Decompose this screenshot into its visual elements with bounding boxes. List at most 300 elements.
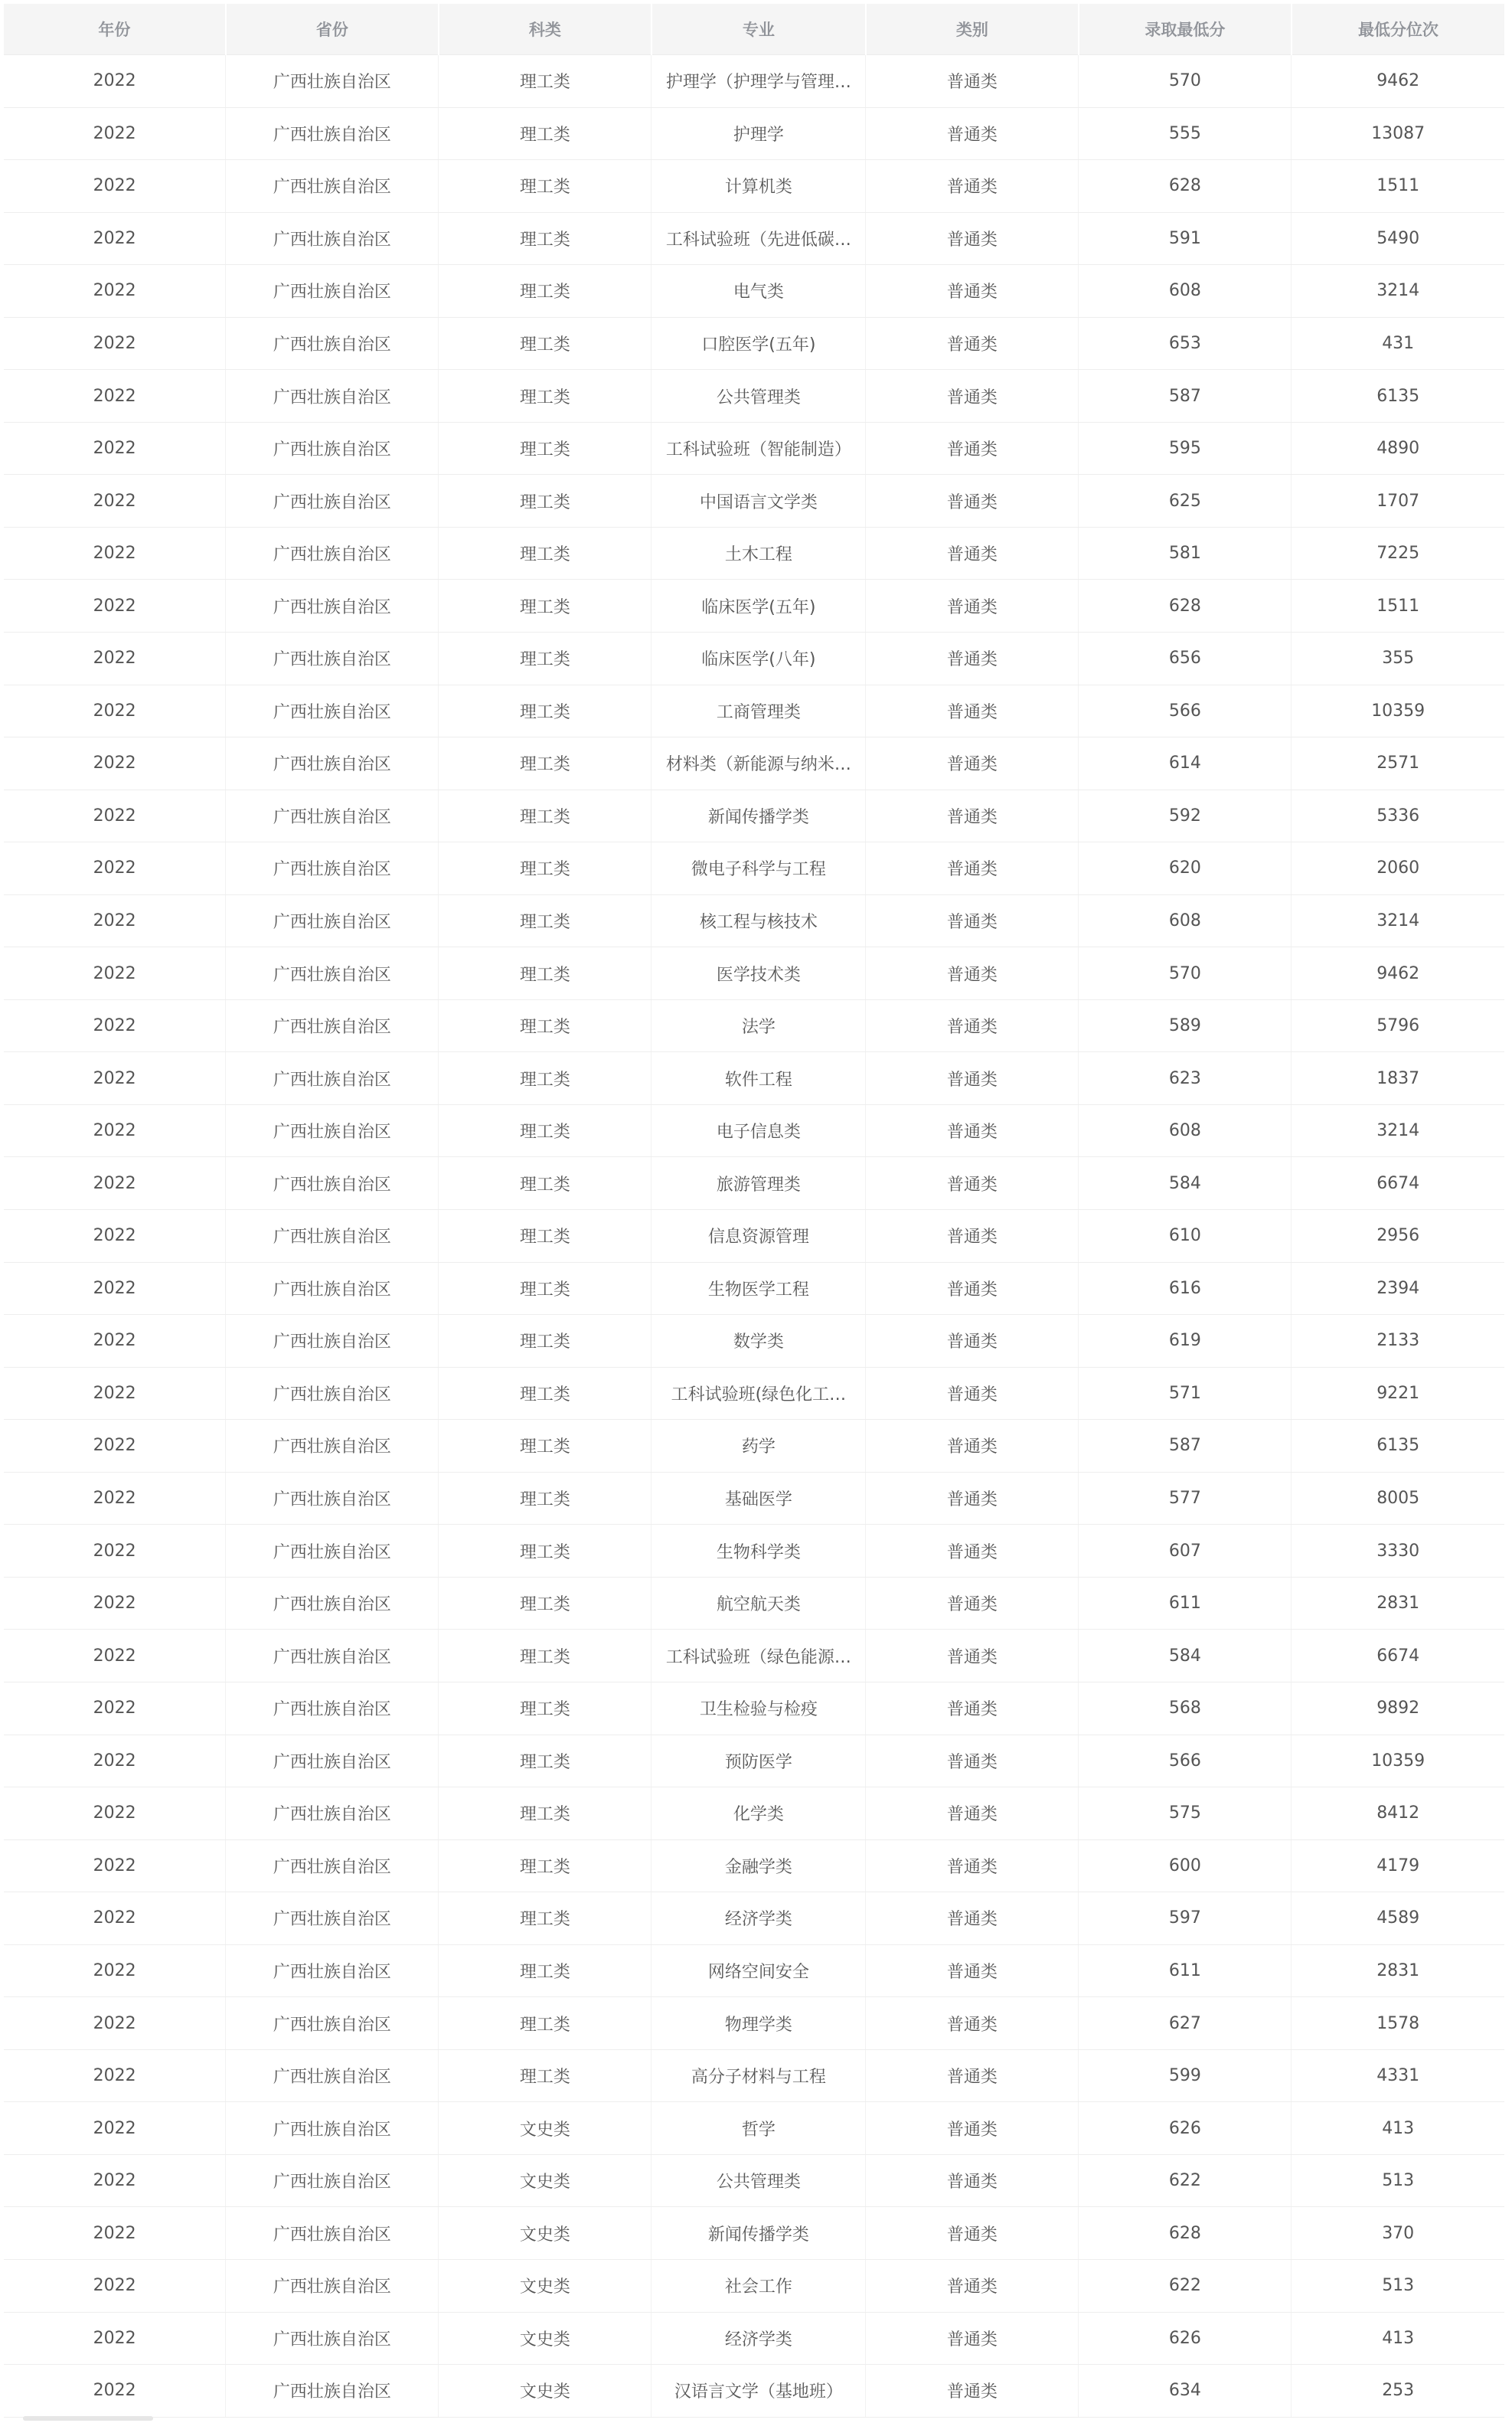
cell-major: 工科试验班（先进低碳… (651, 212, 866, 265)
cell-min-rank: 370 (1292, 2207, 1504, 2260)
cell-year: 2022 (4, 1630, 226, 1682)
cell-min-rank: 253 (1292, 2365, 1504, 2418)
cell-category: 普通类 (866, 1839, 1079, 1892)
table-row[interactable] (4, 842, 1504, 895)
cell-province: 广西壮族自治区 (226, 212, 439, 265)
cell-major: 工科试验班（绿色能源… (651, 1630, 866, 1682)
cell-year: 2022 (4, 1420, 226, 1473)
cell-min-score: 555 (1079, 107, 1292, 160)
cell-category: 普通类 (866, 685, 1079, 737)
cell-year: 2022 (4, 1735, 226, 1787)
cell-min-rank: 4331 (1292, 2049, 1504, 2102)
cell-year: 2022 (4, 1472, 226, 1525)
cell-min-score: 584 (1079, 1157, 1292, 1210)
cell-min-score: 570 (1079, 947, 1292, 1000)
table-row[interactable] (4, 790, 1504, 842)
cell-province: 广西壮族自治区 (226, 685, 439, 737)
cell-major: 网络空间安全 (651, 1944, 866, 1997)
table-row[interactable] (4, 2049, 1504, 2102)
cell-subject-type: 理工类 (439, 160, 651, 213)
cell-min-rank: 3214 (1292, 1104, 1504, 1157)
cell-min-rank: 355 (1292, 633, 1504, 685)
table-row[interactable] (4, 1892, 1504, 1945)
cell-province: 广西壮族自治区 (226, 2102, 439, 2155)
cell-major: 临床医学(八年) (651, 633, 866, 685)
cell-major: 汉语言文学（基地班） (651, 2365, 866, 2418)
cell-min-score: 566 (1079, 1735, 1292, 1787)
table-row[interactable] (4, 212, 1504, 265)
table-row[interactable] (4, 1525, 1504, 1578)
cell-min-rank: 8005 (1292, 1472, 1504, 1525)
cell-subject-type: 理工类 (439, 633, 651, 685)
cell-subject-type: 理工类 (439, 422, 651, 475)
cell-year: 2022 (4, 160, 226, 213)
cell-min-score: 570 (1079, 55, 1292, 108)
cell-subject-type: 理工类 (439, 1210, 651, 1263)
cell-province: 广西壮族自治区 (226, 2365, 439, 2418)
cell-year: 2022 (4, 1157, 226, 1210)
cell-category: 普通类 (866, 1210, 1079, 1263)
cell-major: 物理学类 (651, 1997, 866, 2050)
cell-major: 航空航天类 (651, 1577, 866, 1630)
cell-subject-type: 文史类 (439, 2154, 651, 2207)
cell-year: 2022 (4, 1997, 226, 2050)
cell-major: 公共管理类 (651, 2154, 866, 2207)
cell-province: 广西壮族自治区 (226, 1630, 439, 1682)
cell-subject-type: 理工类 (439, 475, 651, 528)
cell-year: 2022 (4, 947, 226, 1000)
cell-major: 公共管理类 (651, 370, 866, 423)
cell-min-score: 600 (1079, 1839, 1292, 1892)
admission-scores-table-container (4, 4, 1504, 2418)
cell-year: 2022 (4, 1052, 226, 1105)
cell-min-score: 610 (1079, 1210, 1292, 1263)
cell-subject-type: 理工类 (439, 317, 651, 370)
cell-major: 医学技术类 (651, 947, 866, 1000)
table-row[interactable] (4, 370, 1504, 423)
cell-year: 2022 (4, 1367, 226, 1420)
cell-major: 口腔医学(五年) (651, 317, 866, 370)
cell-province: 广西壮族自治区 (226, 527, 439, 580)
cell-min-rank: 7225 (1292, 527, 1504, 580)
cell-min-rank: 4589 (1292, 1892, 1504, 1945)
table-row[interactable] (4, 422, 1504, 475)
cell-major: 材料类（新能源与纳米… (651, 737, 866, 790)
cell-subject-type: 理工类 (439, 790, 651, 842)
cell-min-score: 589 (1079, 999, 1292, 1052)
cell-province: 广西壮族自治区 (226, 317, 439, 370)
cell-major: 电子信息类 (651, 1104, 866, 1157)
cell-min-rank: 4890 (1292, 422, 1504, 475)
cell-major: 卫生检验与检疫 (651, 1682, 866, 1735)
cell-year: 2022 (4, 2049, 226, 2102)
cell-min-score: 622 (1079, 2259, 1292, 2312)
cell-province: 广西壮族自治区 (226, 1367, 439, 1420)
table-row[interactable] (4, 1944, 1504, 1997)
table-row[interactable] (4, 1262, 1504, 1315)
cell-province: 广西壮族自治区 (226, 1157, 439, 1210)
cell-min-score: 614 (1079, 737, 1292, 790)
table-row[interactable] (4, 2207, 1504, 2260)
cell-major: 工商管理类 (651, 685, 866, 737)
cell-min-rank: 413 (1292, 2102, 1504, 2155)
cell-province: 广西壮族自治区 (226, 55, 439, 108)
table-row[interactable] (4, 1682, 1504, 1735)
cell-min-score: 628 (1079, 160, 1292, 213)
cell-min-rank: 9462 (1292, 947, 1504, 1000)
cell-min-rank: 6674 (1292, 1630, 1504, 1682)
cell-min-rank: 4179 (1292, 1839, 1504, 1892)
cell-province: 广西壮族自治区 (226, 2049, 439, 2102)
cell-province: 广西壮族自治区 (226, 1262, 439, 1315)
cell-province: 广西壮族自治区 (226, 370, 439, 423)
table-row[interactable] (4, 737, 1504, 790)
cell-year: 2022 (4, 842, 226, 895)
cell-major: 中国语言文学类 (651, 475, 866, 528)
cell-min-score: 623 (1079, 1052, 1292, 1105)
column-header-category[interactable]: 类别 (866, 4, 1079, 55)
cell-min-score: 611 (1079, 1944, 1292, 1997)
cell-category: 普通类 (866, 947, 1079, 1000)
cell-province: 广西壮族自治区 (226, 2312, 439, 2365)
cell-min-score: 587 (1079, 1420, 1292, 1473)
cell-category: 普通类 (866, 1892, 1079, 1945)
table-body (4, 55, 1504, 2418)
cell-major: 新闻传播学类 (651, 2207, 866, 2260)
table-row[interactable] (4, 1157, 1504, 1210)
cell-category: 普通类 (866, 1262, 1079, 1315)
cell-min-score: 622 (1079, 2154, 1292, 2207)
cell-min-score: 619 (1079, 1315, 1292, 1368)
table-row[interactable] (4, 1472, 1504, 1525)
cell-category: 普通类 (866, 370, 1079, 423)
table-row[interactable] (4, 2365, 1504, 2418)
table-row[interactable] (4, 1787, 1504, 1840)
cell-major: 数学类 (651, 1315, 866, 1368)
table-row[interactable] (4, 1104, 1504, 1157)
cell-subject-type: 理工类 (439, 685, 651, 737)
cell-major: 预防医学 (651, 1735, 866, 1787)
cell-major: 微电子科学与工程 (651, 842, 866, 895)
cell-major: 核工程与核技术 (651, 894, 866, 947)
horizontal-scrollbar[interactable] (23, 2416, 153, 2421)
cell-province: 广西壮族自治区 (226, 2207, 439, 2260)
cell-province: 广西壮族自治区 (226, 737, 439, 790)
cell-major: 临床医学(五年) (651, 580, 866, 633)
table-header (4, 4, 1504, 55)
cell-subject-type: 文史类 (439, 2102, 651, 2155)
cell-year: 2022 (4, 265, 226, 318)
cell-year: 2022 (4, 999, 226, 1052)
cell-min-score: 591 (1079, 212, 1292, 265)
cell-major: 高分子材料与工程 (651, 2049, 866, 2102)
cell-min-score: 626 (1079, 2312, 1292, 2365)
cell-major: 生物医学工程 (651, 1262, 866, 1315)
cell-major: 社会工作 (651, 2259, 866, 2312)
cell-min-rank: 1707 (1292, 475, 1504, 528)
cell-subject-type: 理工类 (439, 1052, 651, 1105)
cell-major: 药学 (651, 1420, 866, 1473)
table-row[interactable] (4, 317, 1504, 370)
cell-year: 2022 (4, 2154, 226, 2207)
cell-major: 软件工程 (651, 1052, 866, 1105)
cell-min-rank: 431 (1292, 317, 1504, 370)
cell-province: 广西壮族自治区 (226, 1104, 439, 1157)
cell-province: 广西壮族自治区 (226, 1315, 439, 1368)
cell-category: 普通类 (866, 2102, 1079, 2155)
cell-province: 广西壮族自治区 (226, 1735, 439, 1787)
table-row[interactable] (4, 1630, 1504, 1682)
cell-province: 广西壮族自治区 (226, 580, 439, 633)
table-row[interactable] (4, 2312, 1504, 2365)
cell-category: 普通类 (866, 527, 1079, 580)
cell-year: 2022 (4, 1577, 226, 1630)
cell-category: 普通类 (866, 894, 1079, 947)
cell-min-rank: 2571 (1292, 737, 1504, 790)
cell-province: 广西壮族自治区 (226, 160, 439, 213)
cell-min-score: 597 (1079, 1892, 1292, 1945)
cell-province: 广西壮族自治区 (226, 2154, 439, 2207)
cell-min-score: 599 (1079, 2049, 1292, 2102)
cell-min-rank: 3330 (1292, 1525, 1504, 1578)
cell-category: 普通类 (866, 160, 1079, 213)
cell-category: 普通类 (866, 842, 1079, 895)
cell-category: 普通类 (866, 1157, 1079, 1210)
cell-min-rank: 6135 (1292, 370, 1504, 423)
cell-min-score: 592 (1079, 790, 1292, 842)
cell-major: 新闻传播学类 (651, 790, 866, 842)
cell-category: 普通类 (866, 790, 1079, 842)
cell-year: 2022 (4, 1944, 226, 1997)
cell-year: 2022 (4, 1892, 226, 1945)
cell-min-rank: 2394 (1292, 1262, 1504, 1315)
table-row[interactable] (4, 1367, 1504, 1420)
cell-min-score: 628 (1079, 2207, 1292, 2260)
cell-category: 普通类 (866, 1315, 1079, 1368)
cell-major: 信息资源管理 (651, 1210, 866, 1263)
table-row[interactable] (4, 527, 1504, 580)
cell-year: 2022 (4, 685, 226, 737)
cell-year: 2022 (4, 212, 226, 265)
cell-category: 普通类 (866, 422, 1079, 475)
cell-subject-type: 理工类 (439, 1997, 651, 2050)
cell-min-score: 595 (1079, 422, 1292, 475)
cell-min-rank: 413 (1292, 2312, 1504, 2365)
cell-major: 哲学 (651, 2102, 866, 2155)
cell-category: 普通类 (866, 633, 1079, 685)
cell-category: 普通类 (866, 1682, 1079, 1735)
cell-subject-type: 理工类 (439, 527, 651, 580)
table-row[interactable] (4, 1210, 1504, 1263)
cell-min-score: 575 (1079, 1787, 1292, 1840)
cell-subject-type: 理工类 (439, 1157, 651, 1210)
cell-category: 普通类 (866, 265, 1079, 318)
cell-category: 普通类 (866, 1787, 1079, 1840)
cell-subject-type: 理工类 (439, 1104, 651, 1157)
cell-category: 普通类 (866, 2259, 1079, 2312)
cell-subject-type: 理工类 (439, 1787, 651, 1840)
cell-min-rank: 513 (1292, 2259, 1504, 2312)
table-row[interactable] (4, 999, 1504, 1052)
cell-category: 普通类 (866, 1577, 1079, 1630)
table-row[interactable] (4, 947, 1504, 1000)
cell-province: 广西壮族自治区 (226, 842, 439, 895)
cell-min-score: 577 (1079, 1472, 1292, 1525)
cell-subject-type: 理工类 (439, 1262, 651, 1315)
table-row[interactable] (4, 685, 1504, 737)
cell-min-score: 620 (1079, 842, 1292, 895)
cell-subject-type: 理工类 (439, 1420, 651, 1473)
table-row[interactable] (4, 2102, 1504, 2155)
cell-province: 广西壮族自治区 (226, 2259, 439, 2312)
cell-subject-type: 理工类 (439, 212, 651, 265)
table-row[interactable] (4, 580, 1504, 633)
table-row[interactable] (4, 2259, 1504, 2312)
cell-min-rank: 10359 (1292, 685, 1504, 737)
table-row[interactable] (4, 894, 1504, 947)
cell-major: 生物科学类 (651, 1525, 866, 1578)
table-row[interactable] (4, 2154, 1504, 2207)
cell-year: 2022 (4, 1787, 226, 1840)
cell-province: 广西壮族自治区 (226, 107, 439, 160)
cell-min-score: 587 (1079, 370, 1292, 423)
cell-min-rank: 8412 (1292, 1787, 1504, 1840)
cell-category: 普通类 (866, 317, 1079, 370)
table-row[interactable] (4, 55, 1504, 108)
cell-major: 法学 (651, 999, 866, 1052)
cell-min-score: 607 (1079, 1525, 1292, 1578)
cell-year: 2022 (4, 55, 226, 108)
cell-min-rank: 5336 (1292, 790, 1504, 842)
cell-subject-type: 文史类 (439, 2365, 651, 2418)
cell-province: 广西壮族自治区 (226, 790, 439, 842)
cell-year: 2022 (4, 317, 226, 370)
cell-subject-type: 理工类 (439, 1892, 651, 1945)
table-row[interactable] (4, 107, 1504, 160)
cell-year: 2022 (4, 1525, 226, 1578)
cell-year: 2022 (4, 737, 226, 790)
cell-min-score: 566 (1079, 685, 1292, 737)
cell-subject-type: 理工类 (439, 1315, 651, 1368)
table-row[interactable] (4, 1997, 1504, 2050)
cell-year: 2022 (4, 1104, 226, 1157)
cell-province: 广西壮族自治区 (226, 1052, 439, 1105)
cell-year: 2022 (4, 2102, 226, 2155)
column-header-subject-type[interactable]: 科类 (439, 4, 651, 55)
table-row[interactable] (4, 265, 1504, 318)
table-row[interactable] (4, 1315, 1504, 1368)
column-header-major[interactable]: 专业 (651, 4, 866, 55)
cell-major: 工科试验班(绿色化工… (651, 1367, 866, 1420)
cell-category: 普通类 (866, 580, 1079, 633)
cell-subject-type: 理工类 (439, 1367, 651, 1420)
table-row[interactable] (4, 475, 1504, 528)
cell-major: 护理学（护理学与管理… (651, 55, 866, 108)
cell-min-rank: 1837 (1292, 1052, 1504, 1105)
cell-subject-type: 理工类 (439, 1839, 651, 1892)
cell-year: 2022 (4, 2365, 226, 2418)
cell-min-rank: 9462 (1292, 55, 1504, 108)
cell-subject-type: 理工类 (439, 1944, 651, 1997)
cell-min-score: 608 (1079, 1104, 1292, 1157)
cell-year: 2022 (4, 475, 226, 528)
cell-category: 普通类 (866, 55, 1079, 108)
table-row[interactable] (4, 1735, 1504, 1787)
cell-category: 普通类 (866, 999, 1079, 1052)
cell-province: 广西壮族自治区 (226, 633, 439, 685)
cell-min-rank: 1511 (1292, 580, 1504, 633)
cell-major: 基础医学 (651, 1472, 866, 1525)
cell-year: 2022 (4, 1839, 226, 1892)
admission-scores-table (4, 4, 1504, 2418)
column-header-year[interactable]: 年份 (4, 4, 226, 55)
cell-min-score: 627 (1079, 1997, 1292, 2050)
cell-subject-type: 理工类 (439, 1472, 651, 1525)
column-header-min-rank[interactable]: 最低分位次 (1292, 4, 1504, 55)
cell-min-rank: 2831 (1292, 1577, 1504, 1630)
table-row[interactable] (4, 1052, 1504, 1105)
cell-subject-type: 理工类 (439, 1735, 651, 1787)
cell-min-rank: 1578 (1292, 1997, 1504, 2050)
cell-category: 普通类 (866, 1104, 1079, 1157)
cell-province: 广西壮族自治区 (226, 1420, 439, 1473)
table-row[interactable] (4, 160, 1504, 213)
table-row[interactable] (4, 1420, 1504, 1473)
cell-subject-type: 理工类 (439, 947, 651, 1000)
cell-province: 广西壮族自治区 (226, 1944, 439, 1997)
cell-subject-type: 理工类 (439, 2049, 651, 2102)
cell-year: 2022 (4, 580, 226, 633)
cell-province: 广西壮族自治区 (226, 1787, 439, 1840)
cell-major: 工科试验班（智能制造） (651, 422, 866, 475)
cell-subject-type: 理工类 (439, 265, 651, 318)
cell-subject-type: 理工类 (439, 580, 651, 633)
table-row[interactable] (4, 1577, 1504, 1630)
cell-major: 电气类 (651, 265, 866, 318)
cell-min-rank: 2133 (1292, 1315, 1504, 1368)
cell-min-score: 611 (1079, 1577, 1292, 1630)
cell-min-rank: 10359 (1292, 1735, 1504, 1787)
cell-min-rank: 9221 (1292, 1367, 1504, 1420)
cell-major: 计算机类 (651, 160, 866, 213)
cell-category: 普通类 (866, 1997, 1079, 2050)
column-header-min-score[interactable]: 录取最低分 (1079, 4, 1292, 55)
cell-min-rank: 13087 (1292, 107, 1504, 160)
table-row[interactable] (4, 1839, 1504, 1892)
cell-year: 2022 (4, 107, 226, 160)
header-row (4, 4, 1504, 55)
table-row[interactable] (4, 633, 1504, 685)
cell-subject-type: 理工类 (439, 1525, 651, 1578)
cell-province: 广西壮族自治区 (226, 894, 439, 947)
cell-category: 普通类 (866, 2207, 1079, 2260)
cell-year: 2022 (4, 1315, 226, 1368)
cell-province: 广西壮族自治区 (226, 1210, 439, 1263)
cell-min-score: 581 (1079, 527, 1292, 580)
cell-category: 普通类 (866, 1944, 1079, 1997)
cell-category: 普通类 (866, 2049, 1079, 2102)
column-header-province[interactable]: 省份 (226, 4, 439, 55)
cell-subject-type: 文史类 (439, 2207, 651, 2260)
cell-category: 普通类 (866, 107, 1079, 160)
cell-subject-type: 文史类 (439, 2259, 651, 2312)
cell-min-rank: 1511 (1292, 160, 1504, 213)
cell-major: 经济学类 (651, 2312, 866, 2365)
cell-major: 护理学 (651, 107, 866, 160)
cell-min-score: 653 (1079, 317, 1292, 370)
cell-min-score: 626 (1079, 2102, 1292, 2155)
cell-subject-type: 理工类 (439, 842, 651, 895)
